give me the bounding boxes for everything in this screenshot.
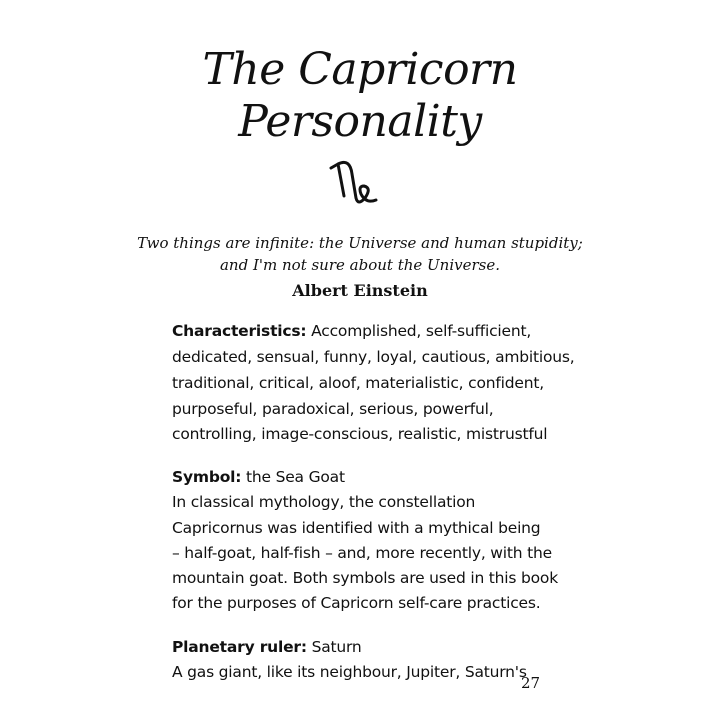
characteristics-label: Characteristics: <box>172 322 307 340</box>
symbol-line: – half-goat, half-fish – and, more recently, with the <box>172 544 552 562</box>
characteristics-line <box>172 322 531 340</box>
symbol-line: In classical mythology, the constellation <box>172 493 476 511</box>
page-title-line2: Personality <box>238 96 482 147</box>
ruler-text: Saturn <box>306 638 362 656</box>
ruler-line <box>172 638 362 656</box>
characteristics-line: controlling, image-conscious, realistic, mistrustful <box>172 425 548 443</box>
quote-line1: Two things are infinite: the Universe and human stupidity; <box>137 234 583 252</box>
symbol-line: Capricornus was identified with a mythical being <box>172 519 541 537</box>
symbol-line: mountain goat. Both symbols are used in this book <box>172 569 558 587</box>
characteristics-line: dedicated, sensual, funny, loyal, cautious, ambitious, <box>172 348 575 366</box>
quote-author: Albert Einstein <box>292 281 428 300</box>
symbol-line: for the purposes of Capricorn self-care practices. <box>172 594 541 612</box>
symbol-line <box>172 468 345 486</box>
ruler-line: A gas giant, like its neighbour, Jupiter, Saturn's <box>172 663 527 681</box>
symbol-text: the Sea Goat <box>241 468 345 486</box>
characteristics-line: traditional, critical, aloof, materialistic, confident, <box>172 374 544 392</box>
quote-line2: and I'm not sure about the Universe. <box>219 256 500 274</box>
page-number: 27 <box>521 674 541 692</box>
symbol-label: Symbol: <box>172 468 242 486</box>
page-title-line1: The Capricorn <box>202 44 518 95</box>
capricorn-icon <box>328 160 380 208</box>
characteristics-line: purposeful, paradoxical, serious, powerful, <box>172 400 494 418</box>
ruler-label: Planetary ruler: <box>172 638 307 656</box>
characteristics-text: Accomplished, self-sufficient, <box>306 322 532 340</box>
